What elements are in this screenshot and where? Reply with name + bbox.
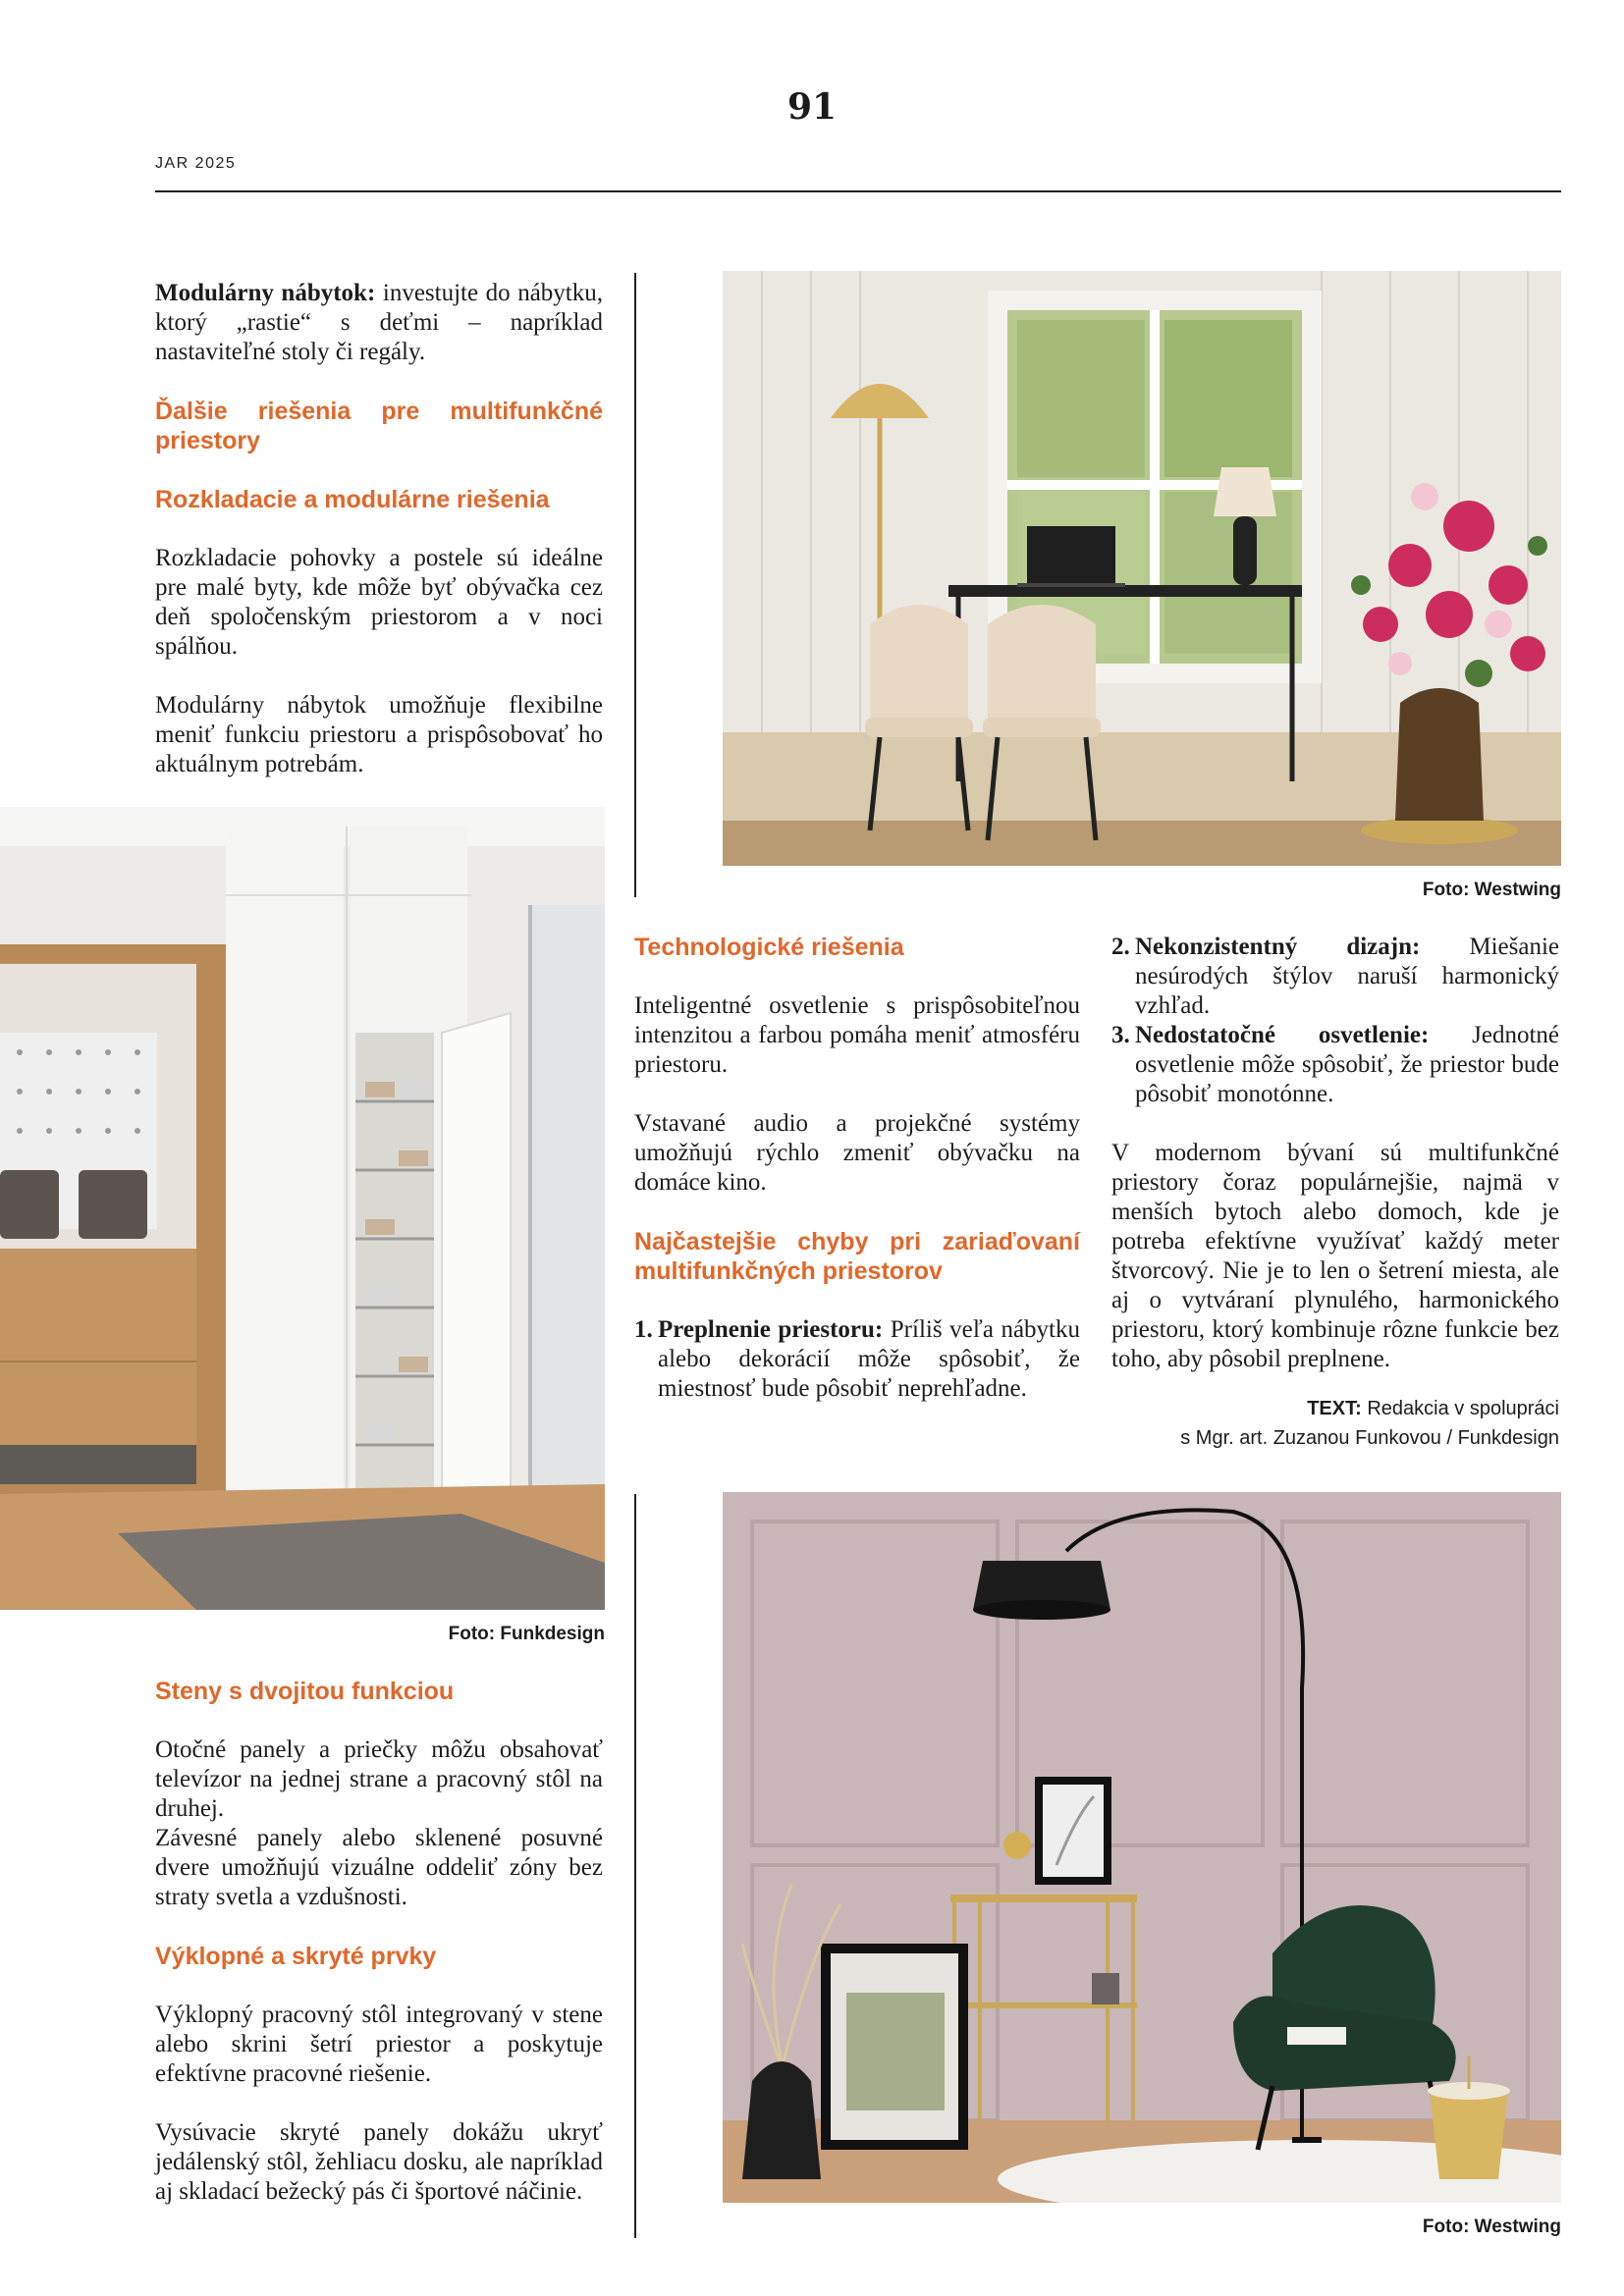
column-divider-top [634,273,636,897]
photo-hallway-wardrobe [0,807,605,1610]
para-walls-1: Otočné panely a priečky môžu obsahovať televízor na jednej strane a pracovný stôl na druhej. [155,1736,603,1822]
para-walls-2: Závesné panely alebo sklenené posuvné dvere umožňujú vizuálne oddeliť zóny bez straty svetla a vzdušnosti. [155,1825,603,1910]
mistake-2-text: Miešanie nesúrodých štýlov naruší harmonický vzhľad. [1135,934,1559,1019]
para-modular: Modulárny nábytok umožňuje flexibilne meniť funkciu priestoru a prispôsobovať ho aktuálnym potrebám. [155,692,603,777]
mistake-item-3 [1111,1021,1559,1109]
page-number: 91 [786,86,838,128]
mistake-3-text: Jednotné osvetlenie môže spôsobiť, že priestor bude pôsobiť monotónne. [1135,1022,1559,1107]
heading-tech: Technologické riešenia [634,934,904,961]
para-hidden-1: Výklopný pracovný stôl integrovaný v stene alebo skrini šetrí priestor a poskytuje efektívne pracovné riešenie. [155,2002,603,2087]
mistake-1-lead: Preplnenie priestoru: [658,1316,884,1343]
mistake-item-1 [634,1315,1080,1404]
mistake-2-lead: Nekonzistentný dizajn: [1135,934,1421,960]
mistakes-list-part1 [634,1315,1080,1404]
mistakes-list-part2 [1111,933,1559,1109]
mistake-item-2 [1111,933,1559,1021]
credit-left-middle: Foto: Funkdesign [448,1624,605,1644]
closing-paragraph: V modernom bývaní sú multifunkčné priestory čoraz populárnejšie, najmä v menších bytoch alebo domoch, kde je potreba efektívne využívať každý meter štvorcový. Nie je to len o šetrení miesta, ale aj o vytváraní plynulého, harmonického priestoru, ktorý kombinuje rôzne funkcie bez toho, aby pôsobil preplnene. [1111,1140,1559,1372]
left-column-top [155,279,603,779]
mistake-3-lead: Nedostatočné osvetlenie: [1135,1022,1430,1048]
mistake-1-text: Príliš veľa nábytku alebo dekorácií môže spôsobiť, že miestnosť bude pôsobiť neprehľadne. [658,1316,1080,1402]
intro-text: investujte do nábytku, ktorý „rastie“ s deťmi – napríklad nastaviteľné stoly či regály. [155,280,604,365]
left-column-bottom [155,1677,603,2207]
heading-hidden: Výklopné a skryté prvky [155,1943,437,1970]
heading-more-solutions: Ďalšie riešenia pre multifunkčné priestory [155,398,603,454]
mistake-1-number: 1. [634,1316,653,1343]
credit-bottom-right: Foto: Westwing [1422,2216,1561,2237]
text-credit-label: TEXT: [1307,1398,1362,1419]
right-column [1111,933,1559,1453]
intro-paragraph [155,279,603,367]
column-divider-bottom [634,1494,636,2238]
text-credit-line1: Redakcia v spolupráci [1361,1398,1559,1419]
heading-walls: Steny s dvojitou funkciou [155,1678,455,1705]
text-credit [1111,1394,1559,1453]
header-rule [155,190,1561,192]
para-audio: Vstavané audio a projekčné systémy umožňujú rýchlo zmeniť obývačku na domáce kino. [634,1110,1080,1196]
para-folding: Rozkladacie pohovky a postele sú ideálne pre malé byty, kde môže byť obývačka cez deň spoločenským priestorom a v noci spálňou. [155,545,603,660]
photo-pink-room [723,1492,1561,2203]
intro-lead: Modulárny nábytok: [155,280,376,306]
mistake-2-number: 2. [1111,934,1130,960]
heading-mistakes: Najčastejšie chyby pri zariaďovaní multifunkčných priestorov [634,1228,1080,1285]
issue-label: JAR 2025 [155,155,237,172]
credit-top-right: Foto: Westwing [1422,880,1561,900]
mistake-3-number: 3. [1111,1022,1130,1048]
para-hidden-2: Vysúvacie skryté panely dokážu ukryť jedálenský stôl, žehliacu dosku, ale napríklad aj skladací bežecký pás či športové náčinie. [155,2119,603,2205]
para-lighting: Inteligentné osvetlenie s prispôsobiteľnou intenzitou a farbou pomáha meniť atmosféru priestoru. [634,992,1080,1078]
heading-folding: Rozkladacie a modulárne riešenia [155,486,550,513]
photo-workspace [723,271,1561,866]
middle-column [634,933,1080,1404]
text-credit-line2: s Mgr. art. Zuzanou Funkovou / Funkdesign [1180,1427,1559,1449]
